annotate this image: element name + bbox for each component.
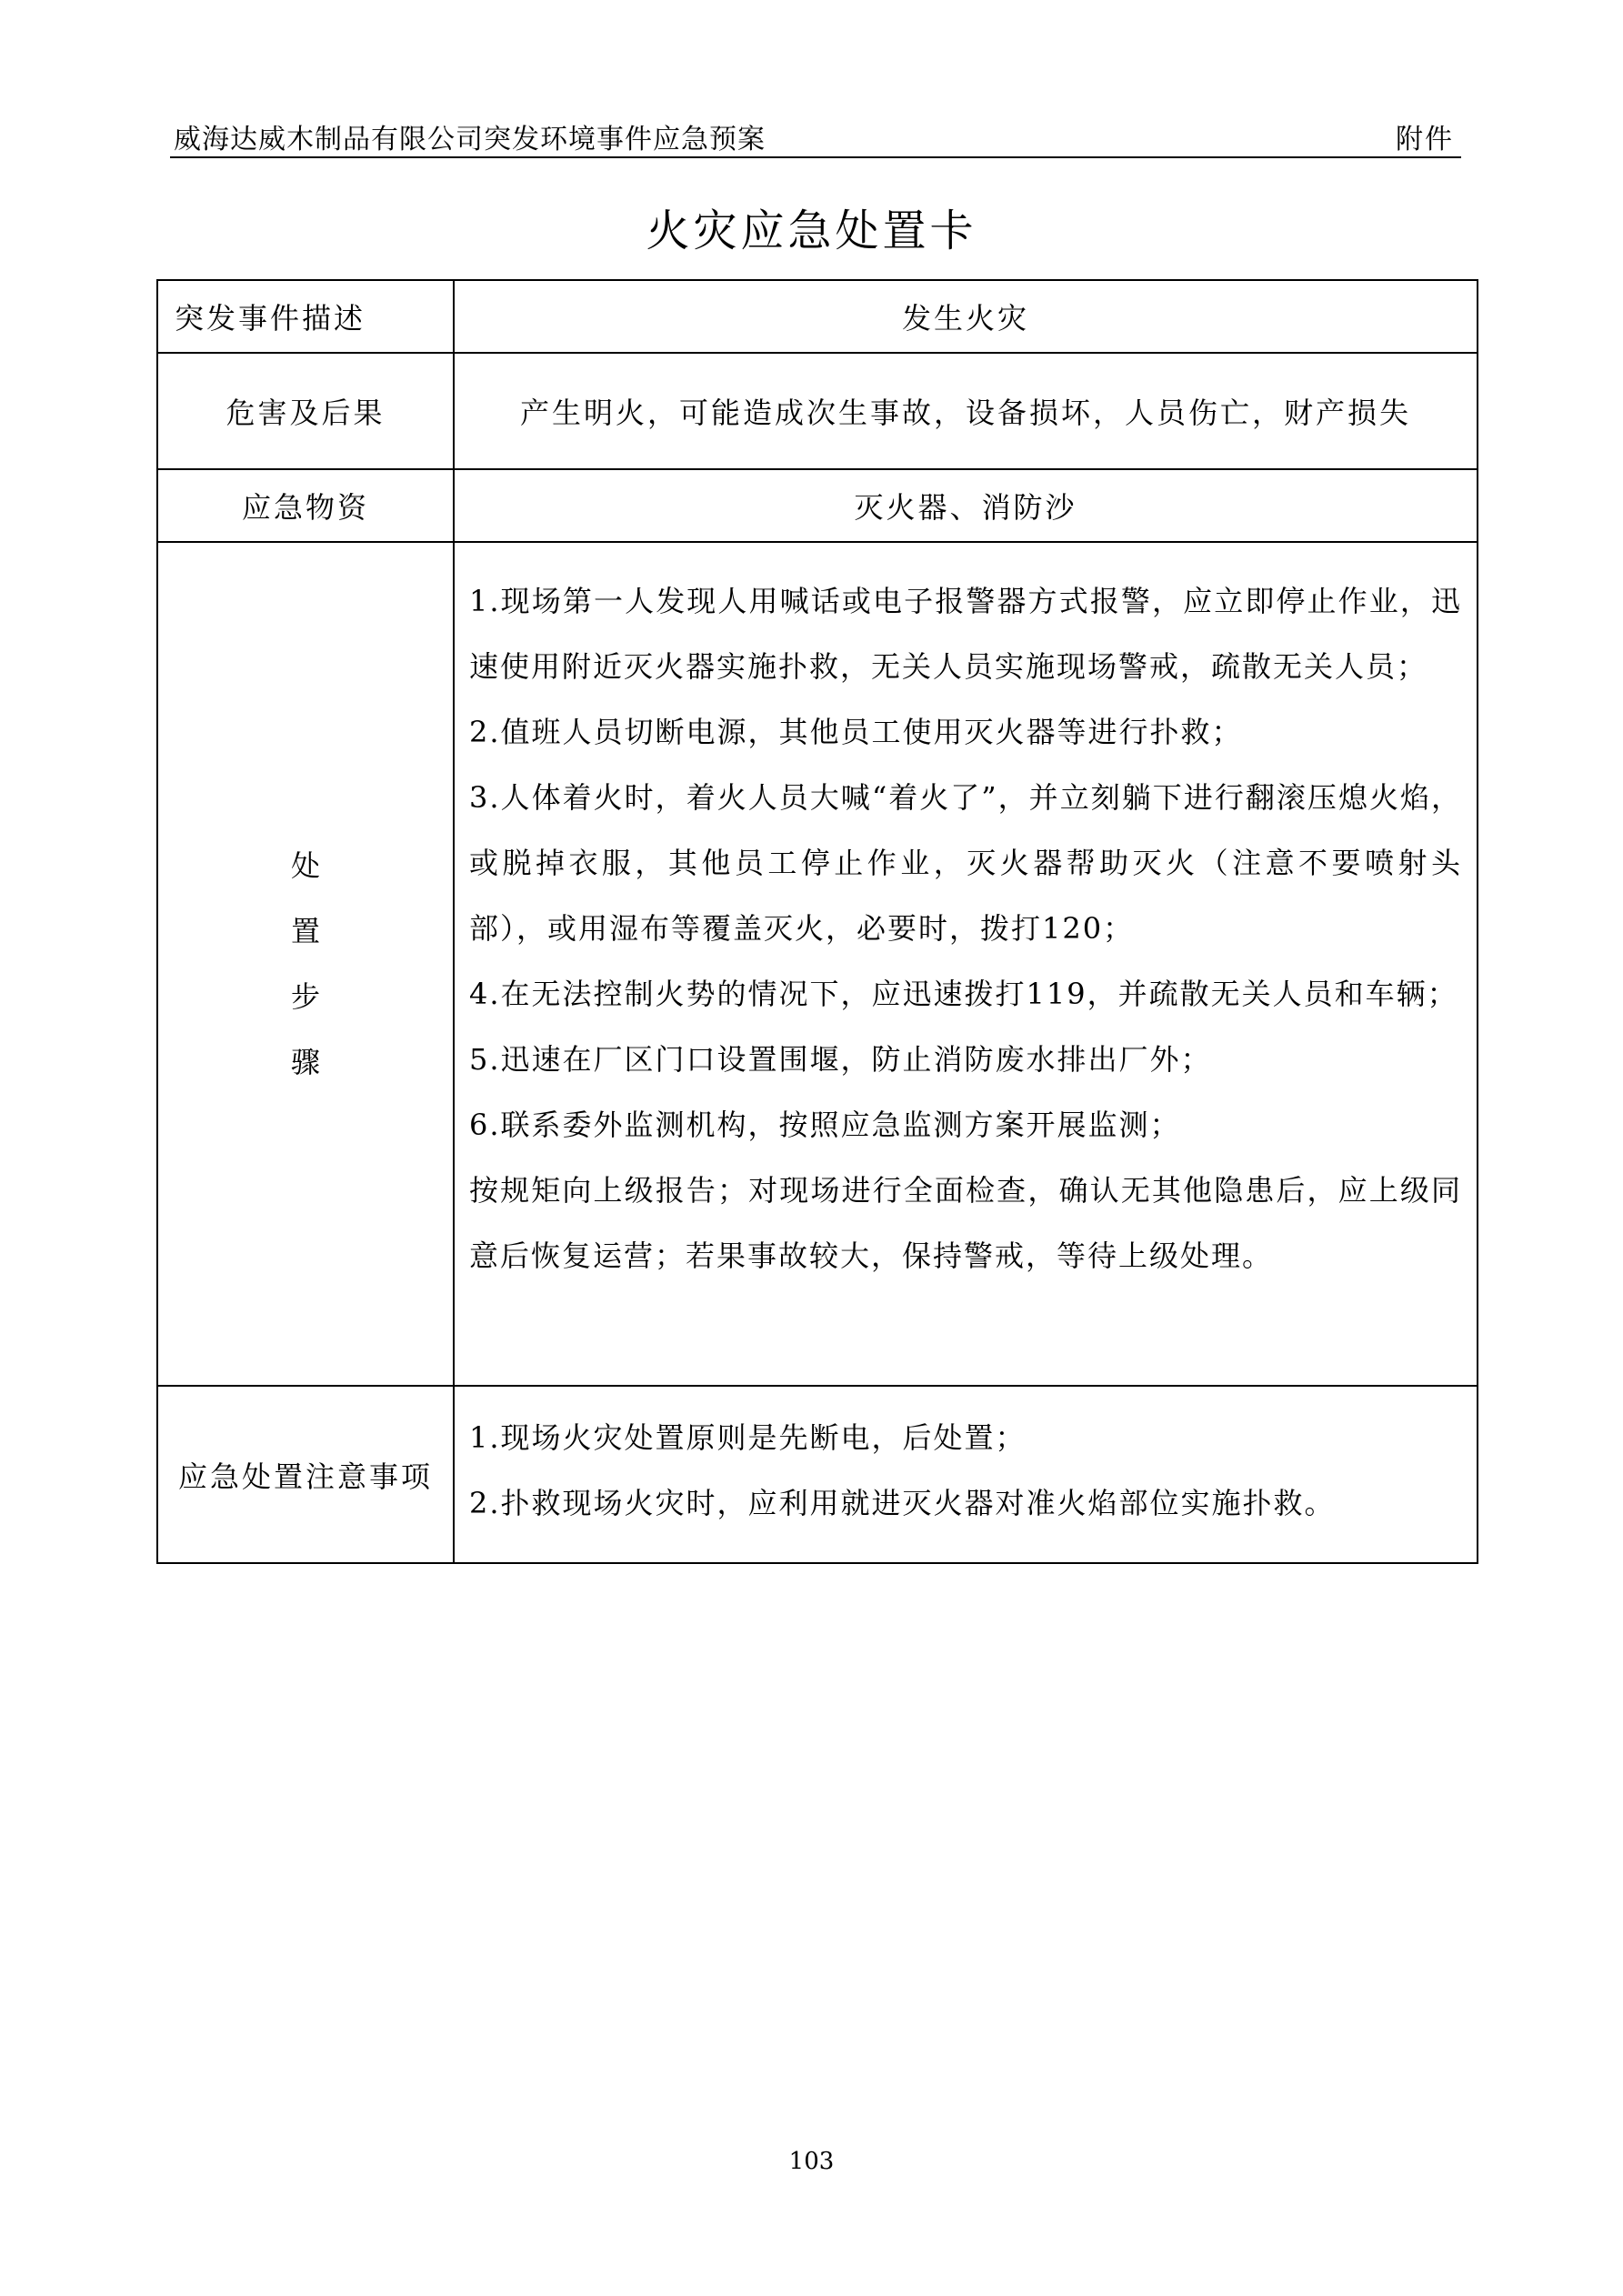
steps-label-char: 步: [290, 979, 320, 1014]
steps-label-char: 置: [290, 914, 320, 948]
emergency-card-table: [156, 279, 1478, 1564]
notes-label: 应急处置注意事项: [157, 1386, 454, 1563]
event-description-value: 发生火灾: [454, 280, 1478, 353]
table-row-supplies: [157, 469, 1478, 542]
step-item: 3.人体着火时，着火人员大喊“着火了”，并立刻躺下进行翻滚压熄火焰，或脱掉衣服，其他员工停止作业，灭火器帮助灭火（注意不要喷射头部），或用湿布等覆盖灭火，必要时，拨打120；: [469, 780, 1462, 946]
table-row-steps: [157, 542, 1478, 1386]
step-item: 1.现场第一人发现人用喊话或电子报警器方式报警，应立即停止作业，迅速使用附近灭火器实施扑救，无关人员实施现场警戒，疏散无关人员；: [469, 584, 1462, 684]
document-title-header: 威海达威木制品有限公司突发环境事件应急预案: [174, 124, 766, 155]
supplies-value: 灭火器、消防沙: [454, 469, 1478, 542]
card-title: 火灾应急处置卡: [646, 206, 977, 256]
step-item: 2.值班人员切断电源，其他员工使用灭火器等进行扑救；: [469, 715, 1243, 749]
table-row-notes: [157, 1386, 1478, 1563]
note-item: 2.扑救现场火灾时，应利用就进灭火器对准火焰部位实施扑救。: [469, 1486, 1336, 1520]
notes-content: [454, 1386, 1478, 1563]
page-number: 103: [788, 2148, 835, 2175]
steps-label-char: 骤: [290, 1045, 320, 1079]
table-row-event-description: [157, 280, 1478, 353]
step-item: 按规矩向上级报告；对现场进行全面检查，确认无其他隐患后，应上级同意后恢复运营；若果事故较大，保持警戒，等待上级处理。: [469, 1173, 1462, 1273]
harm-value: 产生明火，可能造成次生事故，设备损坏，人员伤亡，财产损失: [454, 353, 1478, 469]
step-item: 6.联系委外监测机构，按照应急监测方案开展监测；: [469, 1108, 1181, 1142]
steps-label-char: 处: [290, 848, 320, 883]
step-item: 5.迅速在厂区门口设置围堰，防止消防废水排出厂外；: [469, 1042, 1212, 1077]
steps-label: [157, 542, 454, 1386]
event-description-label: 突发事件描述: [157, 280, 454, 353]
appendix-label: 附件: [1396, 124, 1454, 155]
note-item: 1.现场火灾处置原则是先断电，后处置；: [469, 1420, 1027, 1455]
supplies-label: 应急物资: [157, 469, 454, 542]
table-row-harm: [157, 353, 1478, 469]
steps-content: [454, 542, 1478, 1386]
harm-label: 危害及后果: [157, 353, 454, 469]
step-item: 4.在无法控制火势的情况下，应迅速拨打119，并疏散无关人员和车辆；: [469, 977, 1458, 1011]
page-header: [170, 109, 1461, 158]
